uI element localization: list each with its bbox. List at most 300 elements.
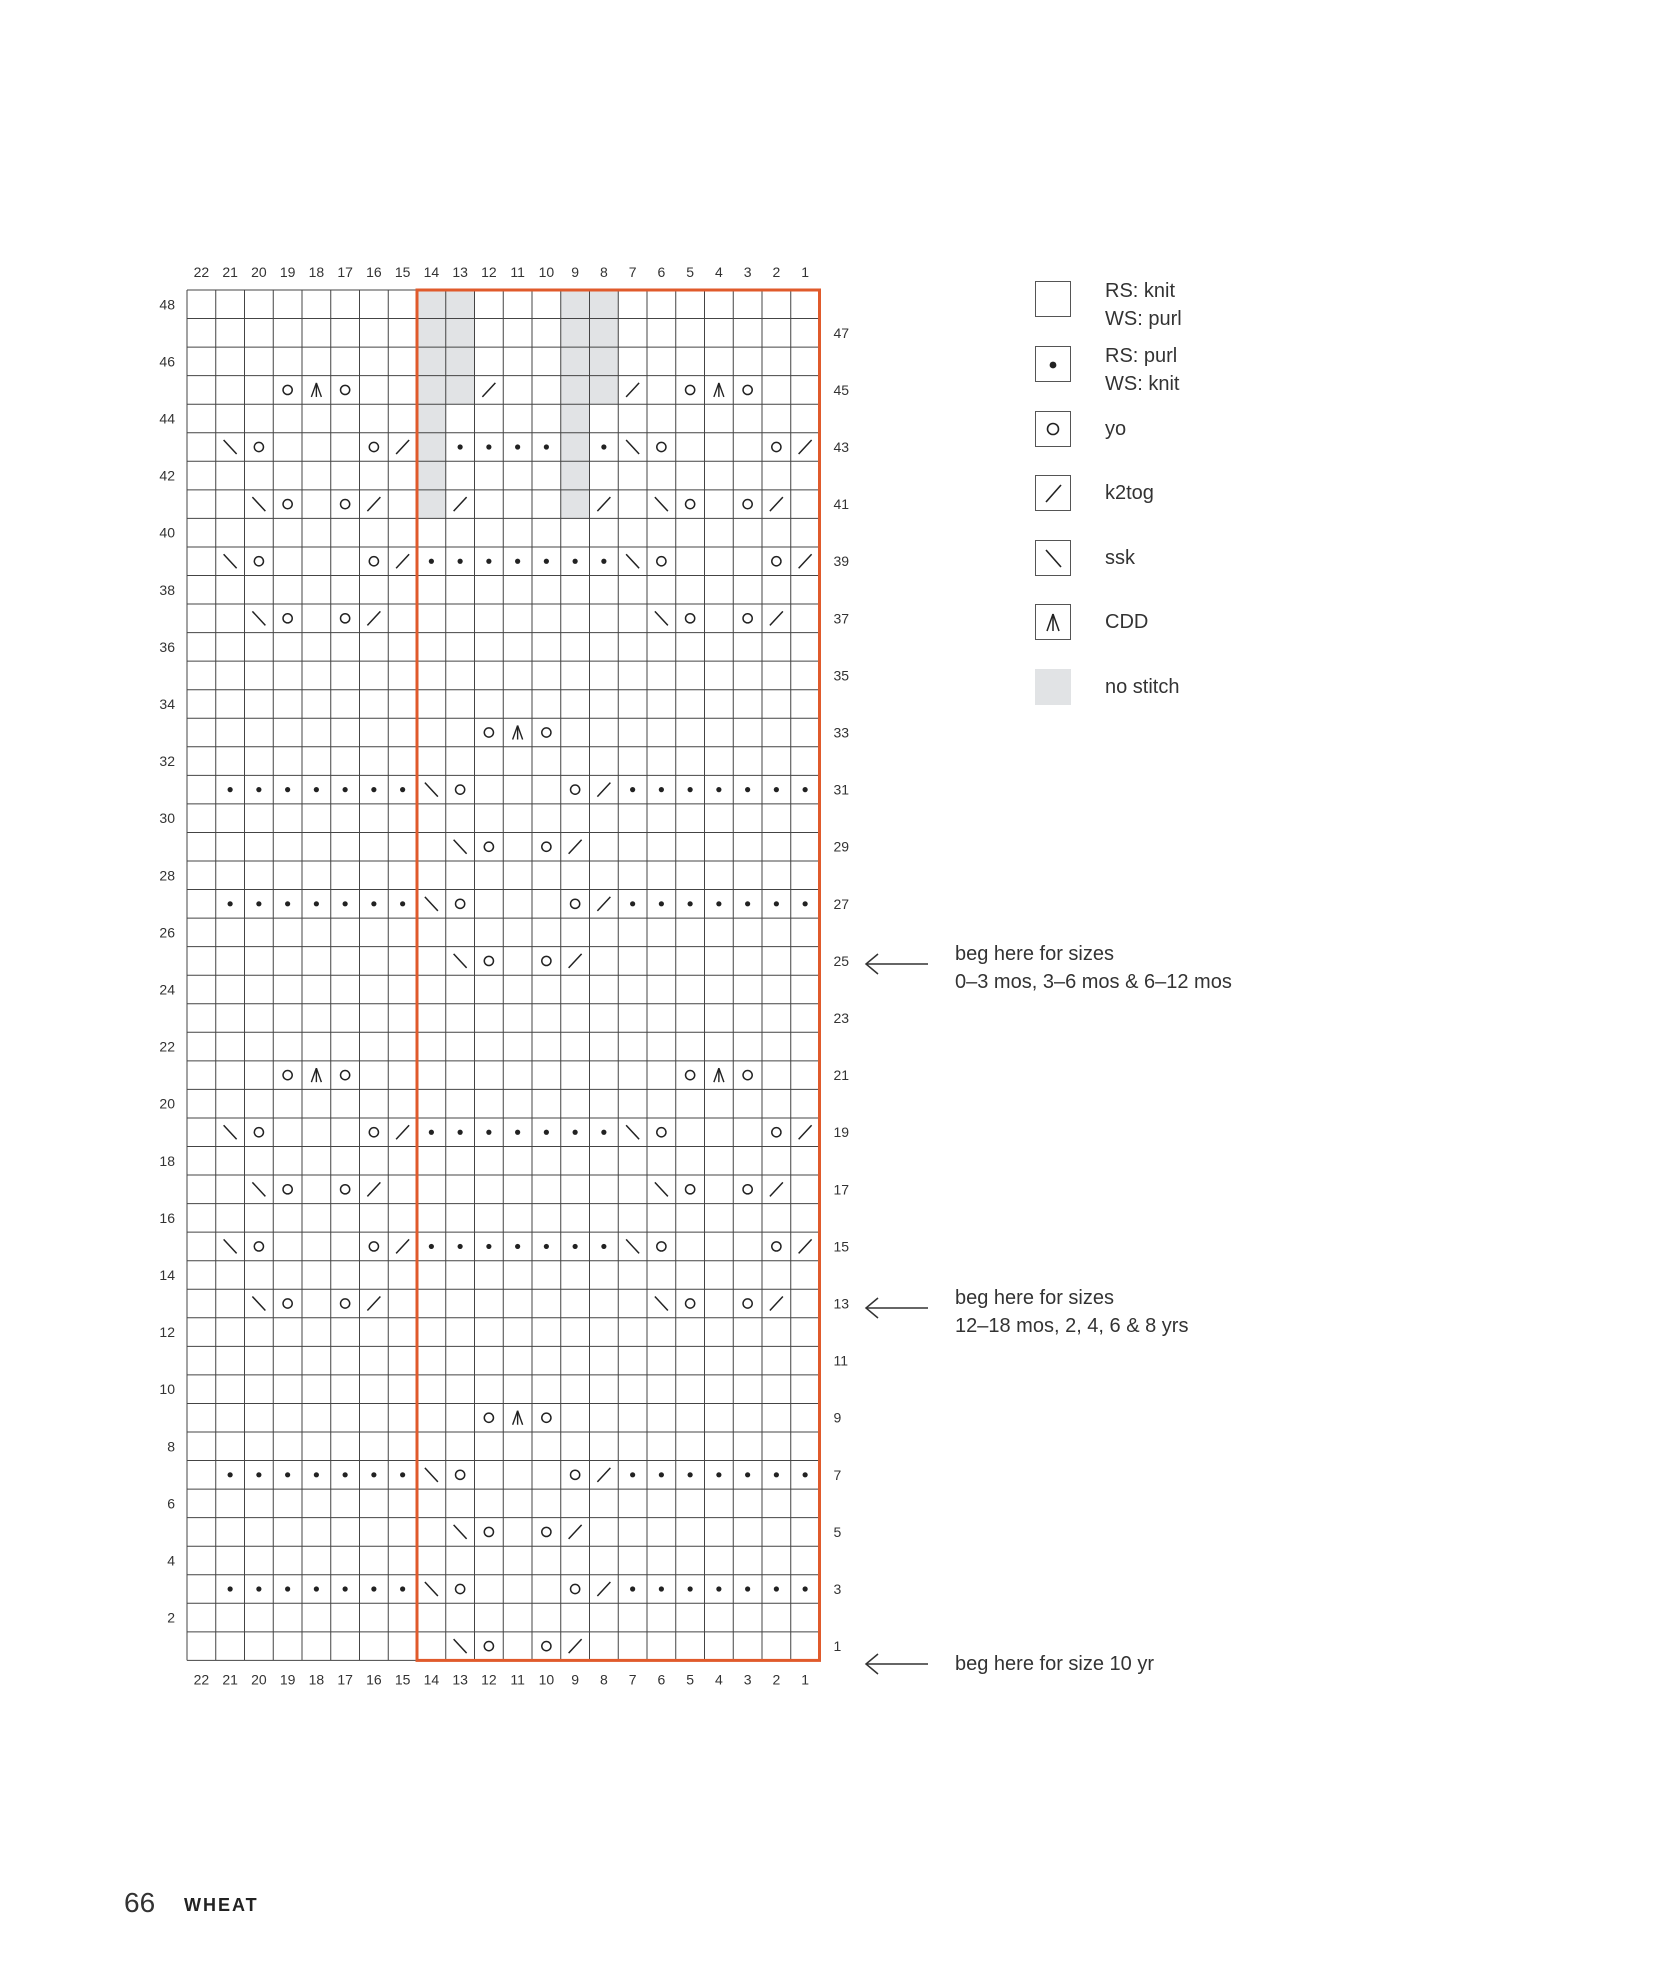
purl-icon: [774, 1472, 779, 1477]
yo-icon: [772, 442, 781, 451]
purl-icon: [343, 1472, 348, 1477]
row-label-right: 27: [833, 895, 850, 912]
row-label-right: 21: [833, 1067, 850, 1084]
row-label-right: 29: [833, 838, 850, 855]
yo-icon: [456, 899, 465, 908]
yo-icon: [743, 1071, 752, 1080]
yo-icon: [657, 1242, 666, 1251]
yo-icon: [686, 614, 695, 623]
row-label-left: 32: [159, 753, 175, 770]
ssk-icon: [224, 1125, 237, 1139]
column-label-bottom: 2: [772, 1671, 781, 1688]
yo-icon: [283, 1185, 292, 1194]
yo-icon: [484, 1413, 493, 1422]
row-label-right: 23: [833, 1010, 850, 1027]
purl-icon: [601, 1244, 606, 1249]
purl-icon: [285, 1472, 290, 1477]
yo-icon: [456, 1584, 465, 1593]
column-label-bottom: 11: [510, 1671, 525, 1688]
purl-icon: [343, 1586, 348, 1591]
purl-icon: [285, 901, 290, 906]
no-stitch-cell: [561, 290, 590, 319]
yo-icon: [484, 842, 493, 851]
column-label-top: 15: [394, 264, 411, 280]
column-label-bottom: 16: [366, 1671, 382, 1688]
purl-icon: [688, 1586, 693, 1591]
ssk-icon: [252, 1182, 265, 1196]
note-line: beg here for size 10 yr: [955, 1653, 1154, 1675]
yo-icon: [369, 442, 378, 451]
yo-icon: [283, 1071, 292, 1080]
k2tog-icon: [597, 1468, 610, 1482]
cdd-icon: [513, 1411, 523, 1425]
yo-icon: [254, 1242, 263, 1251]
yo-symbol-icon: [1035, 411, 1071, 447]
column-label-top: 9: [571, 264, 580, 280]
k2tog-icon: [799, 554, 812, 568]
purl-icon: [400, 901, 405, 906]
yo-icon: [369, 557, 378, 566]
row-label-left: 6: [167, 1495, 175, 1512]
yo-icon: [571, 785, 580, 794]
row-label-right: 25: [833, 952, 850, 969]
column-label-bottom: 18: [308, 1671, 325, 1688]
purl-icon: [458, 444, 463, 449]
purl-icon: [745, 1472, 750, 1477]
purl-icon: [544, 559, 549, 564]
yo-icon: [369, 1128, 378, 1137]
row-label-left: 18: [159, 1152, 175, 1169]
column-label-top: 17: [337, 264, 353, 280]
row-label-right: 43: [833, 439, 850, 456]
row-label-left: 10: [159, 1381, 175, 1398]
yo-icon: [369, 1242, 378, 1251]
column-label-top: 12: [481, 264, 497, 280]
row-label-right: 41: [833, 496, 850, 513]
row-label-right: 5: [833, 1523, 842, 1540]
row-label-left: 38: [159, 581, 175, 598]
purl-icon: [343, 787, 348, 792]
purl-icon: [803, 1586, 808, 1591]
yo-icon: [743, 1299, 752, 1308]
arrow-left-icon: [864, 1652, 930, 1676]
no-stitch-cell: [417, 347, 446, 376]
column-label-bottom: 10: [538, 1671, 555, 1688]
ssk-icon: [454, 954, 467, 968]
yo-icon: [456, 785, 465, 794]
no-stitch-cell: [561, 376, 590, 405]
yo-icon: [254, 557, 263, 566]
ssk-icon: [425, 897, 438, 911]
purl-icon: [774, 901, 779, 906]
yo-icon: [657, 557, 666, 566]
no-stitch-cell: [590, 347, 619, 376]
row-label-left: 20: [159, 1095, 175, 1112]
column-label-bottom: 17: [337, 1671, 353, 1688]
purl-symbol-icon: [1035, 346, 1071, 382]
purl-icon: [371, 787, 376, 792]
k2tog-icon: [367, 611, 380, 625]
row-label-left: 8: [167, 1438, 175, 1455]
purl-icon: [659, 787, 664, 792]
yo-icon: [686, 1185, 695, 1194]
purl-icon: [314, 787, 319, 792]
row-label-left: 40: [159, 524, 175, 541]
purl-icon: [515, 1244, 520, 1249]
column-label-top: 5: [686, 264, 695, 280]
purl-icon: [659, 901, 664, 906]
k2tog-icon: [367, 1297, 380, 1311]
row-label-left: 48: [159, 296, 175, 313]
purl-icon: [515, 559, 520, 564]
purl-icon: [486, 1244, 491, 1249]
row-label-right: 31: [833, 781, 850, 798]
column-label-top: 22: [193, 264, 210, 280]
column-label-bottom: 20: [251, 1671, 267, 1688]
ssk-icon: [655, 497, 668, 511]
cdd-symbol-icon: [1035, 604, 1071, 640]
purl-icon: [544, 444, 549, 449]
purl-icon: [400, 787, 405, 792]
row-label-right: 13: [833, 1295, 850, 1312]
ssk-icon: [454, 1639, 467, 1653]
purl-icon: [774, 787, 779, 792]
k2tog-icon: [770, 1182, 783, 1196]
k2tog-icon: [569, 1525, 582, 1539]
no-stitch-cell: [590, 319, 619, 348]
legend-label: yo: [1105, 418, 1127, 440]
yo-icon: [341, 1071, 350, 1080]
yo-icon: [772, 557, 781, 566]
ssk-icon: [425, 783, 438, 797]
column-label-bottom: 12: [481, 1671, 497, 1688]
yo-icon: [686, 385, 695, 394]
yo-icon: [484, 728, 493, 737]
k2tog-icon: [770, 611, 783, 625]
yo-icon: [571, 1470, 580, 1479]
purl-icon: [716, 1586, 721, 1591]
legend-label: CDD: [1105, 611, 1149, 633]
k2tog-icon: [597, 897, 610, 911]
yo-icon: [484, 1527, 493, 1536]
ssk-icon: [425, 1582, 438, 1596]
yo-icon: [254, 442, 263, 451]
purl-icon: [458, 559, 463, 564]
yo-icon: [743, 385, 752, 394]
row-label-left: 2: [167, 1609, 175, 1626]
row-label-right: 1: [833, 1638, 842, 1655]
column-label-bottom: 14: [423, 1671, 440, 1688]
ssk-icon: [626, 1239, 639, 1253]
no-stitch-cell: [417, 461, 446, 490]
no-stitch-cell: [561, 490, 590, 519]
no-stitch-cell: [590, 290, 619, 319]
purl-icon: [803, 901, 808, 906]
row-label-right: 45: [833, 381, 850, 398]
no-stitch-cell: [561, 433, 590, 462]
yo-icon: [542, 1527, 551, 1536]
yo-icon: [456, 1470, 465, 1479]
yo-icon: [686, 500, 695, 509]
note-line: 12–18 mos, 2, 4, 6 & 8 yrs: [955, 1315, 1189, 1337]
yo-icon: [341, 1299, 350, 1308]
row-label-left: 44: [159, 410, 175, 427]
k2tog-icon: [569, 840, 582, 854]
k2tog-icon: [597, 497, 610, 511]
ssk-icon: [252, 1297, 265, 1311]
legend-label: WS: purl: [1105, 308, 1182, 330]
column-label-top: 14: [423, 264, 440, 280]
yo-icon: [743, 500, 752, 509]
legend-label: k2tog: [1105, 482, 1154, 504]
ssk-icon: [252, 497, 265, 511]
column-label-bottom: 4: [714, 1671, 723, 1688]
yo-icon: [686, 1299, 695, 1308]
row-label-left: 34: [159, 695, 175, 712]
k2tog-icon: [626, 383, 639, 397]
yo-icon: [542, 1413, 551, 1422]
column-label-top: 11: [510, 264, 525, 280]
purl-icon: [256, 787, 261, 792]
no-stitch-cell: [561, 461, 590, 490]
column-label-top: 16: [366, 264, 382, 280]
ssk-icon: [655, 611, 668, 625]
row-label-left: 22: [159, 1038, 175, 1055]
yo-icon: [743, 614, 752, 623]
purl-icon: [573, 559, 578, 564]
yo-icon: [571, 899, 580, 908]
yo-icon: [686, 1071, 695, 1080]
yo-icon: [283, 1299, 292, 1308]
yo-icon: [571, 1584, 580, 1593]
purl-icon: [458, 1130, 463, 1135]
column-label-top: 4: [714, 264, 723, 280]
row-label-right: 3: [833, 1581, 842, 1598]
no-stitch-cell: [446, 347, 475, 376]
yo-icon: [542, 842, 551, 851]
ssk-icon: [454, 1525, 467, 1539]
legend-label: no stitch: [1105, 676, 1180, 698]
column-label-top: 18: [308, 264, 325, 280]
no-stitch-symbol-icon: [1035, 669, 1071, 705]
purl-icon: [256, 1586, 261, 1591]
row-label-right: 17: [833, 1181, 850, 1198]
column-label-bottom: 22: [193, 1671, 210, 1688]
purl-icon: [601, 559, 606, 564]
column-label-top: 10: [538, 264, 555, 280]
row-label-left: 16: [159, 1209, 175, 1226]
purl-icon: [400, 1586, 405, 1591]
row-label-right: 39: [833, 553, 850, 570]
no-stitch-cell: [417, 490, 446, 519]
row-label-left: 14: [159, 1266, 175, 1283]
ssk-icon: [626, 440, 639, 454]
yo-icon: [254, 1128, 263, 1137]
purl-icon: [716, 787, 721, 792]
k2tog-icon: [799, 440, 812, 454]
row-label-left: 4: [167, 1552, 175, 1569]
arrow-left-icon: [864, 1296, 930, 1320]
purl-icon: [400, 1472, 405, 1477]
no-stitch-cell: [446, 319, 475, 348]
yo-icon: [341, 500, 350, 509]
k2tog-icon: [482, 383, 495, 397]
purl-icon: [601, 444, 606, 449]
k2tog-symbol-icon: [1035, 475, 1071, 511]
purl-icon: [659, 1472, 664, 1477]
chapter-title: WHEAT: [184, 1895, 259, 1915]
purl-icon: [486, 1130, 491, 1135]
purl-icon: [544, 1244, 549, 1249]
row-label-left: 12: [159, 1324, 175, 1341]
purl-icon: [429, 559, 434, 564]
yo-icon: [484, 956, 493, 965]
yo-icon: [772, 1242, 781, 1251]
column-label-bottom: 9: [571, 1671, 580, 1688]
ssk-symbol-icon: [1035, 540, 1071, 576]
row-label-right: 37: [833, 610, 850, 627]
purl-icon: [601, 1130, 606, 1135]
ssk-icon: [626, 554, 639, 568]
row-label-right: 9: [833, 1409, 842, 1426]
row-label-right: 15: [833, 1238, 850, 1255]
row-label-right: 47: [833, 324, 850, 341]
k2tog-icon: [799, 1125, 812, 1139]
column-label-top: 21: [222, 264, 238, 280]
column-label-top: 19: [279, 264, 296, 280]
yo-icon: [743, 1185, 752, 1194]
k2tog-icon: [396, 554, 409, 568]
cdd-icon: [714, 383, 724, 397]
purl-icon: [429, 1244, 434, 1249]
column-label-top: 6: [657, 264, 666, 280]
purl-icon: [371, 1586, 376, 1591]
k2tog-icon: [597, 783, 610, 797]
no-stitch-cell: [561, 404, 590, 433]
purl-icon: [486, 444, 491, 449]
purl-icon: [716, 1472, 721, 1477]
column-label-bottom: 7: [628, 1671, 637, 1688]
column-label-top: 7: [628, 264, 637, 280]
no-stitch-cell: [417, 404, 446, 433]
column-label-top: 20: [251, 264, 267, 280]
purl-icon: [285, 1586, 290, 1591]
column-label-top: 8: [599, 264, 608, 280]
row-label-right: 7: [833, 1466, 842, 1483]
purl-icon: [256, 901, 261, 906]
yo-icon: [657, 1128, 666, 1137]
yo-icon: [772, 1128, 781, 1137]
ssk-icon: [626, 1125, 639, 1139]
row-label-left: 24: [159, 981, 175, 998]
arrow-left-icon: [864, 952, 930, 976]
purl-icon: [688, 901, 693, 906]
purl-icon: [429, 1130, 434, 1135]
legend-label: WS: knit: [1105, 373, 1180, 395]
purl-icon: [486, 559, 491, 564]
purl-icon: [573, 1244, 578, 1249]
k2tog-icon: [396, 440, 409, 454]
k2tog-icon: [770, 1297, 783, 1311]
ssk-icon: [655, 1182, 668, 1196]
purl-icon: [228, 1586, 233, 1591]
yo-icon: [542, 956, 551, 965]
ssk-icon: [655, 1297, 668, 1311]
cdd-icon: [513, 726, 523, 740]
column-label-bottom: 8: [599, 1671, 608, 1688]
no-stitch-cell: [417, 376, 446, 405]
ssk-icon: [224, 554, 237, 568]
no-stitch-cell: [417, 319, 446, 348]
purl-icon: [659, 1586, 664, 1591]
ssk-icon: [224, 1239, 237, 1253]
purl-icon: [630, 787, 635, 792]
cdd-icon: [311, 1068, 321, 1082]
row-label-right: 33: [833, 724, 850, 741]
yo-icon: [283, 500, 292, 509]
yo-icon: [341, 385, 350, 394]
purl-icon: [515, 1130, 520, 1135]
row-label-right: 11: [833, 1352, 849, 1369]
purl-icon: [256, 1472, 261, 1477]
no-stitch-cell: [590, 376, 619, 405]
purl-icon: [458, 1244, 463, 1249]
legend-label: RS: knit: [1105, 280, 1176, 302]
purl-icon: [630, 901, 635, 906]
no-stitch-cell: [561, 347, 590, 376]
row-label-left: 26: [159, 924, 175, 941]
purl-icon: [630, 1586, 635, 1591]
yo-icon: [283, 385, 292, 394]
row-label-left: 30: [159, 810, 175, 827]
purl-icon: [228, 1472, 233, 1477]
k2tog-icon: [367, 1182, 380, 1196]
no-stitch-cell: [561, 319, 590, 348]
column-label-top: 2: [772, 264, 781, 280]
purl-icon: [228, 901, 233, 906]
knit-symbol-icon: [1035, 281, 1071, 317]
yo-icon: [283, 614, 292, 623]
yo-icon: [341, 614, 350, 623]
yo-icon: [657, 442, 666, 451]
purl-icon: [803, 1472, 808, 1477]
purl-icon: [314, 1586, 319, 1591]
page-number: 66: [124, 1887, 156, 1918]
yo-icon: [542, 728, 551, 737]
no-stitch-cell: [417, 290, 446, 319]
note-line: beg here for sizes: [955, 1287, 1114, 1309]
k2tog-icon: [799, 1239, 812, 1253]
k2tog-icon: [454, 497, 467, 511]
purl-icon: [630, 1472, 635, 1477]
purl-icon: [515, 444, 520, 449]
ssk-icon: [454, 840, 467, 854]
row-label-left: 42: [159, 467, 175, 484]
column-label-top: 3: [743, 264, 752, 280]
purl-icon: [544, 1130, 549, 1135]
yo-icon: [341, 1185, 350, 1194]
purl-icon: [314, 901, 319, 906]
column-label-bottom: 21: [222, 1671, 238, 1688]
note-line: beg here for sizes: [955, 943, 1114, 965]
row-label-left: 28: [159, 867, 175, 884]
purl-icon: [688, 1472, 693, 1477]
k2tog-icon: [367, 497, 380, 511]
purl-icon: [745, 787, 750, 792]
purl-icon: [314, 1472, 319, 1477]
ssk-icon: [224, 440, 237, 454]
purl-icon: [371, 901, 376, 906]
